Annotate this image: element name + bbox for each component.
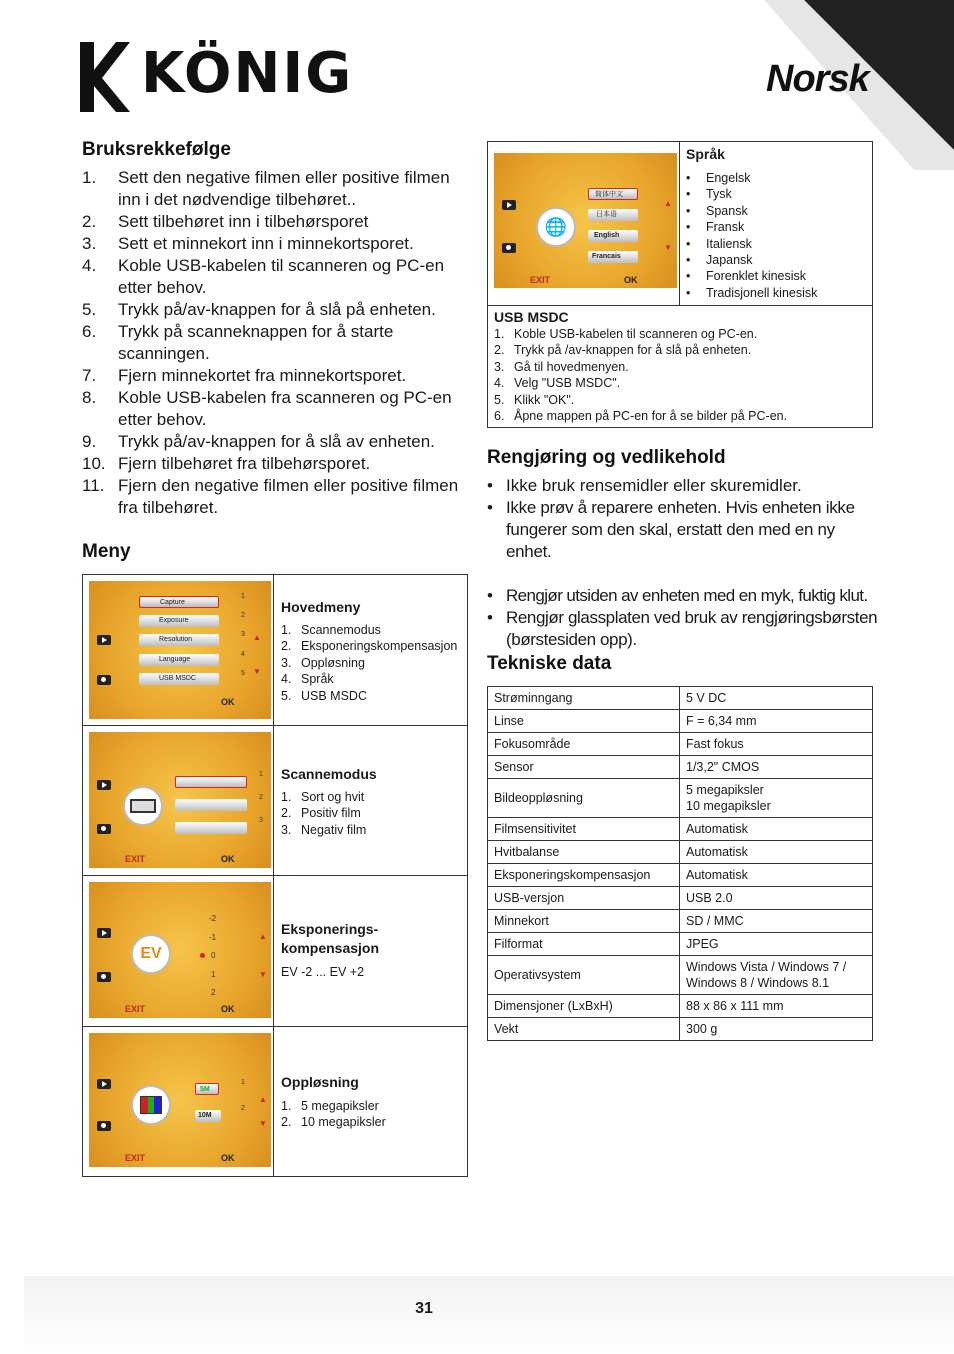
list-item: 11. Fjern den negative filmen eller positive filmen fra tilbehøret. bbox=[82, 476, 459, 517]
brand-wordmark: KÖNIG bbox=[141, 41, 354, 106]
lang-option-simplified-chinese: 简体中文 bbox=[588, 188, 638, 200]
list-item: 1. 5 megapiksler bbox=[281, 1099, 379, 1113]
table-row: USB-versjon USB 2.0 bbox=[488, 887, 873, 910]
scan-option-negative bbox=[175, 822, 247, 834]
playback-icon bbox=[97, 928, 111, 938]
list-item: • Forenklet kinesisk bbox=[686, 269, 807, 284]
specs-table bbox=[487, 686, 873, 1041]
globe-icon: 🌐 bbox=[536, 207, 576, 247]
menu-item-exposure: Exposure bbox=[139, 615, 219, 627]
exposure-range: EV -2 ... EV +2 bbox=[281, 965, 365, 979]
resolution-icon bbox=[131, 1085, 171, 1125]
scan-mode-screen: 1 2 3 EXIT OK bbox=[89, 732, 271, 868]
table-row: Linse F = 6,34 mm bbox=[488, 710, 873, 733]
list-item: 5. Trykk på/av-knappen for å slå på enheten. bbox=[82, 300, 436, 319]
menu-item-usb-msdc: USB MSDC bbox=[139, 673, 219, 685]
up-arrow-icon: ▲ bbox=[259, 1095, 267, 1104]
resolution-list bbox=[281, 1098, 386, 1131]
list-item: • Fransk bbox=[686, 220, 745, 235]
exposure-title-1: Eksponerings- bbox=[281, 921, 379, 937]
menu-item-language: Language bbox=[139, 654, 219, 666]
list-item: • Tysk bbox=[686, 187, 732, 202]
list-item: 2. Trykk på /av-knappen for å slå på enheten. bbox=[494, 343, 752, 358]
menu-title: Meny bbox=[82, 541, 131, 562]
language-heading: Norsk bbox=[766, 58, 869, 100]
down-arrow-icon: ▼ bbox=[259, 1119, 267, 1128]
up-arrow-icon: ▲ bbox=[664, 199, 672, 208]
cleaning-title: Rengjøring og vedlikehold bbox=[487, 447, 726, 468]
list-item: 9. Trykk på/av-knappen for å slå av enheten. bbox=[82, 432, 435, 451]
list-item: 2. 10 megapiksler bbox=[281, 1115, 386, 1130]
ev-icon: EV bbox=[131, 934, 171, 974]
list-item: 8. Koble USB-kabelen fra scanneren og PC-en etter behov. bbox=[82, 388, 452, 429]
ok-label: OK bbox=[221, 697, 235, 707]
list-item: • Rengjør glassplaten ved bruk av rengjøringsbørsten (børstesiden opp). bbox=[487, 607, 879, 651]
list-item: • Ikke prøv å reparere enheten. Hvis enheten ikke fungerer som den skal, erstatt den med en ny enhet. bbox=[487, 497, 879, 563]
cleaning-list bbox=[487, 475, 879, 651]
list-item: • Spansk bbox=[686, 203, 748, 218]
ok-label: OK bbox=[221, 1153, 235, 1163]
down-arrow-icon: ▼ bbox=[664, 243, 672, 252]
table-row: Filmsensitivitet Automatisk bbox=[488, 818, 873, 841]
table-row: Sensor 1/3,2" CMOS bbox=[488, 756, 873, 779]
exposure-title-2: kompensasjon bbox=[281, 940, 380, 956]
list-item: 6. Trykk på scanneknappen for å starte scanningen. bbox=[82, 322, 394, 363]
konig-logo-icon bbox=[80, 42, 130, 112]
list-item: 4. Velg "USB MSDC". bbox=[494, 376, 621, 391]
playback-icon bbox=[502, 200, 516, 210]
list-item: 2. Positiv film bbox=[281, 806, 361, 821]
resolution-screen: 5M 10M 1 2 ▲ ▼ EXIT OK bbox=[89, 1033, 271, 1167]
lang-option-francais: Francais bbox=[588, 251, 638, 263]
table-row: Operativsystem Windows Vista / Windows 7 / Windows 8 / Windows 8.1 bbox=[488, 956, 873, 995]
up-arrow-icon: ▲ bbox=[259, 932, 267, 941]
usage-steps bbox=[82, 167, 472, 519]
usage-title: Bruksrekkefølge bbox=[82, 139, 231, 160]
list-item: • Japansk bbox=[686, 253, 753, 268]
table-row: Filformat JPEG bbox=[488, 933, 873, 956]
list-item: 3. Sett et minnekort inn i minnekortsporet. bbox=[82, 234, 414, 253]
exit-label: EXIT bbox=[125, 1004, 146, 1014]
language-screen bbox=[494, 153, 677, 288]
scan-mode-title: Scannemodus bbox=[281, 766, 377, 782]
list-item: 6. Åpne mappen på PC-en for å se bilder på PC-en. bbox=[494, 409, 788, 424]
scan-mode-list bbox=[281, 789, 366, 838]
camera-icon bbox=[97, 824, 111, 834]
table-row: Dimensjoner (LxBxH) 88 x 86 x 111 mm bbox=[488, 995, 873, 1018]
list-item: 2. Eksponeringskompensasjon bbox=[281, 639, 458, 654]
playback-icon bbox=[97, 1079, 111, 1089]
table-row: Fokusområde Fast fokus bbox=[488, 733, 873, 756]
exit-label: EXIT bbox=[125, 854, 146, 864]
up-arrow-icon: ▲ bbox=[253, 633, 261, 642]
res-option-5m: 5M bbox=[195, 1083, 219, 1095]
list-item: 1. Sort og hvit bbox=[281, 790, 365, 804]
list-item: • Rengjør utsiden av enheten med en myk, fuktig klut. bbox=[487, 585, 879, 607]
list-item: 3. Oppløsning bbox=[281, 655, 365, 670]
ok-label: OK bbox=[221, 854, 235, 864]
language-usb-table bbox=[487, 141, 873, 428]
list-item: • Ikke bruk rensemidler eller skuremidler. bbox=[487, 475, 879, 497]
list-item: • Engelsk bbox=[686, 171, 751, 185]
list-item: 1. Scannemodus bbox=[281, 623, 381, 637]
table-row: Strøminngang 5 V DC bbox=[488, 687, 873, 710]
list-item: 5. Klikk "OK". bbox=[494, 392, 575, 407]
resolution-title: Oppløsning bbox=[281, 1074, 359, 1090]
list-item: 3. Gå til hovedmenyen. bbox=[494, 359, 629, 374]
menu-table bbox=[82, 574, 468, 1177]
list-item: 4. Språk bbox=[281, 672, 334, 687]
main-menu-list bbox=[281, 622, 457, 704]
film-mode-icon bbox=[123, 786, 163, 826]
exposure-screen: EV -2 -1 0 1 2 ▲ ▼ EXIT OK bbox=[89, 882, 271, 1018]
list-item: 7. Fjern minnekortet fra minnekortsporet. bbox=[82, 366, 407, 385]
down-arrow-icon: ▼ bbox=[253, 667, 261, 676]
ok-label: OK bbox=[221, 1004, 235, 1014]
list-item: 5. USB MSDC bbox=[281, 688, 367, 703]
exit-label: EXIT bbox=[125, 1153, 146, 1163]
table-row: Eksponeringskompensasjon Automatisk bbox=[488, 864, 873, 887]
usb-msdc-title: USB MSDC bbox=[494, 309, 569, 325]
list-item: 4. Koble USB-kabelen til scanneren og PC-en etter behov. bbox=[82, 256, 445, 297]
playback-icon bbox=[97, 635, 111, 645]
specs-title: Tekniske data bbox=[487, 653, 612, 674]
table-row: Vekt 300 g bbox=[488, 1018, 873, 1041]
lang-option-english: English bbox=[588, 230, 638, 242]
main-menu-screen: Capture Exposure Resolution Language USB MSDC 1 2 3 4 5 ▲ ▼ OK bbox=[89, 581, 271, 719]
ok-label: OK bbox=[624, 275, 638, 285]
list-item: 1. Sett den negative filmen eller positive filmen inn i det nødvendige tilbehøret.. bbox=[82, 168, 450, 209]
playback-icon bbox=[97, 780, 111, 790]
exit-label: EXIT bbox=[530, 275, 551, 285]
page-number: 31 bbox=[415, 1300, 433, 1317]
list-item: • Italiensk bbox=[686, 236, 752, 251]
camera-icon bbox=[502, 243, 516, 253]
list-item: 1. Koble USB-kabelen til scanneren og PC-en. bbox=[494, 327, 758, 341]
language-title: Språk bbox=[686, 146, 725, 162]
list-item: 10. Fjern tilbehøret fra tilbehørsporet. bbox=[82, 454, 371, 473]
scan-option-bw bbox=[175, 776, 247, 788]
usb-msdc-steps bbox=[494, 326, 787, 424]
res-option-10m: 10M bbox=[195, 1110, 221, 1122]
camera-icon bbox=[97, 675, 111, 685]
menu-item-capture: Capture bbox=[139, 596, 219, 608]
lang-option-japanese: 日本语 bbox=[588, 209, 638, 221]
table-row: Minnekort SD / MMC bbox=[488, 910, 873, 933]
camera-icon bbox=[97, 972, 111, 982]
table-row: Bildeoppløsning 5 megapiksler 10 megapiksler bbox=[488, 779, 873, 818]
list-item: • Tradisjonell kinesisk bbox=[686, 285, 818, 300]
menu-item-resolution: Resolution bbox=[139, 634, 219, 646]
scan-option-positive bbox=[175, 799, 247, 811]
camera-icon bbox=[97, 1121, 111, 1131]
list-item: 3. Negativ film bbox=[281, 822, 367, 837]
language-list bbox=[686, 170, 817, 301]
down-arrow-icon: ▼ bbox=[259, 970, 267, 979]
table-row: Hvitbalanse Automatisk bbox=[488, 841, 873, 864]
main-menu-title: Hovedmeny bbox=[281, 599, 361, 615]
list-item: 2. Sett tilbehøret inn i tilbehørsporet bbox=[82, 212, 369, 231]
